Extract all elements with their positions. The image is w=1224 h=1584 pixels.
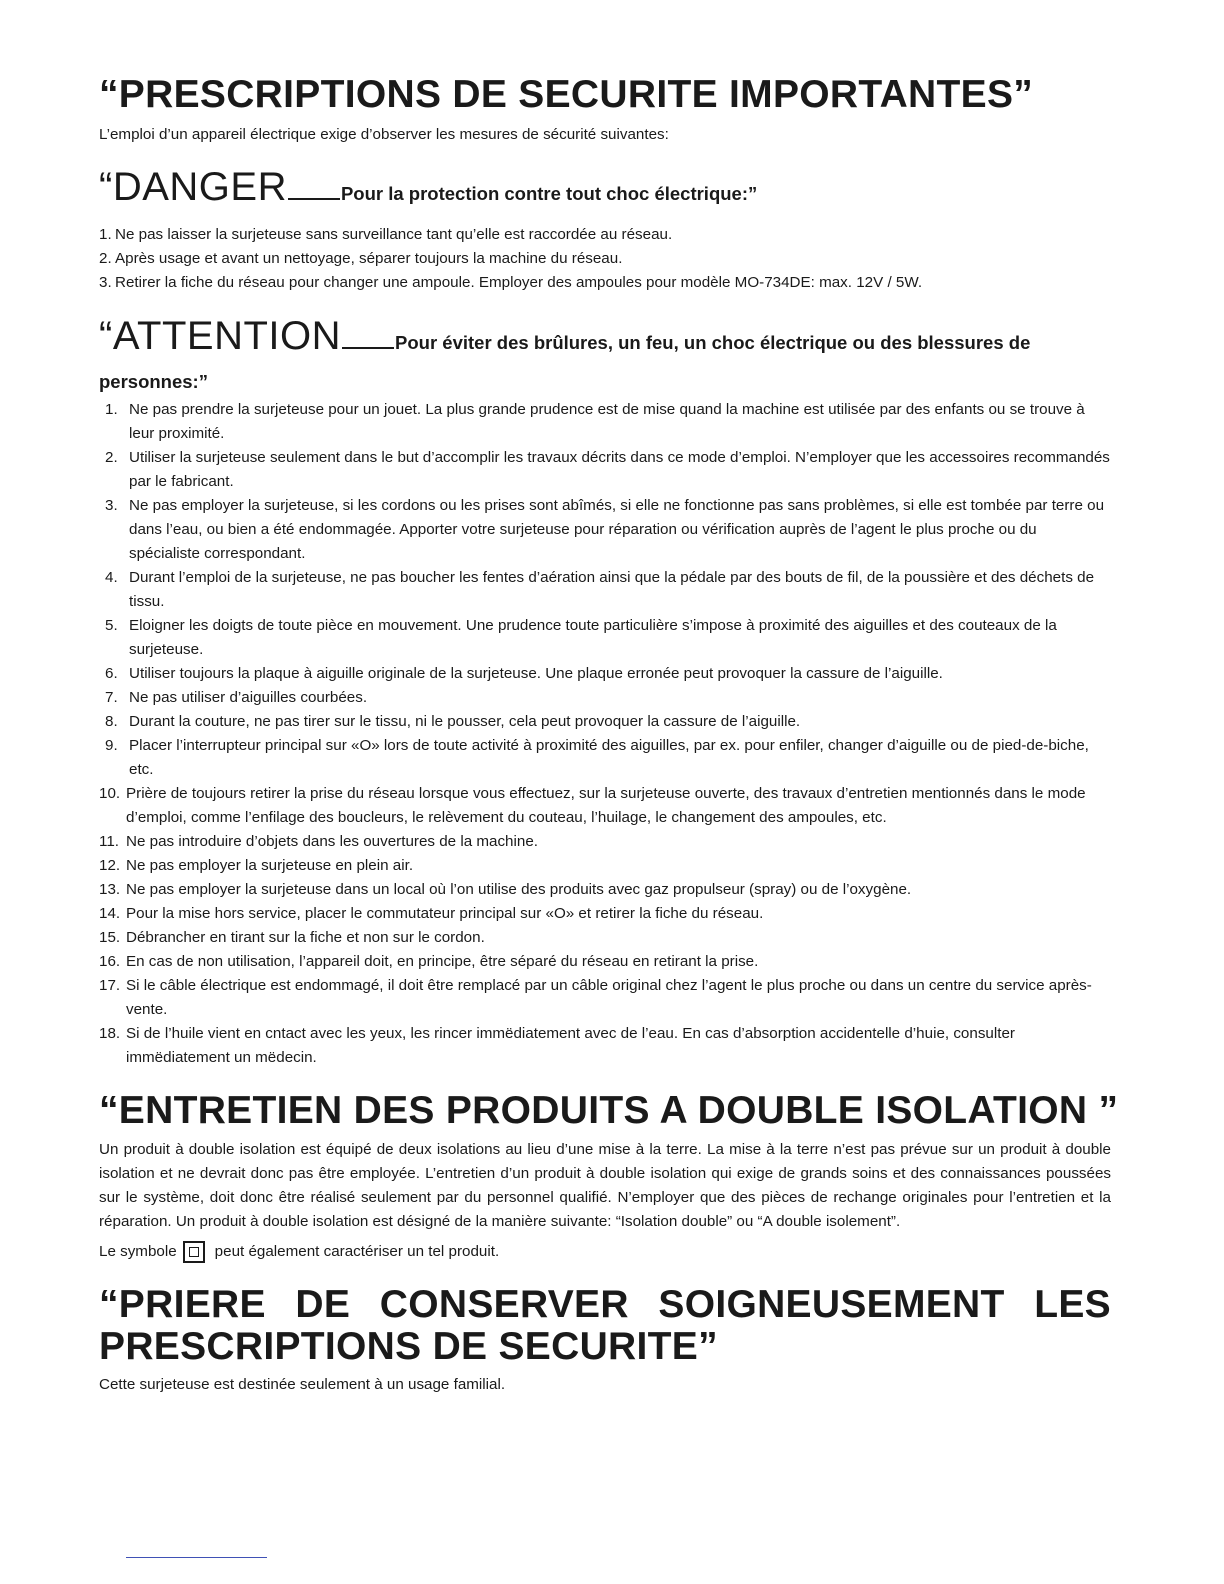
list-item: 10. Prière de toujours retirer la prise du réseau lorsque vous effectuez, sur la surjeteuse ouverte, des travaux d’entretien mentionnés dans le mode d’emploi, comme l’enfilage des boucleurs, le relèvement du couteau, l’huilage, le changement des ampoules, etc.	[99, 785, 1086, 826]
attention-subtitle-cont: personnes:”	[99, 371, 208, 392]
list-item: 18. Si de l’huile vient en cntact avec les yeux, les rincer immëdiatement avec de l’eau. En cas d’absorption accidentelle d’huie, consulter immëdiatement un mëdecin.	[99, 1025, 1015, 1066]
list-item: 17. Si le câble électrique est endommagé, il doit être remplacé par un câble original chez l’agent le plus proche ou dans un centre du service après-vente.	[99, 977, 1092, 1018]
list-item: 3. Ne pas employer la surjeteuse, si les cordons ou les prises sont abîmés, si elle ne fonctionne pas sans problèmes, si elle est tombée par terre ou dans l’eau, ou bien a été endommagée. Apporter votre surjeteuse pour réparation ou vérification auprès de l’agent le plus proche ou du spécialiste correspondant.	[105, 497, 1105, 562]
danger-subtitle: Pour la protection contre tout choc électrique:”	[340, 183, 758, 204]
list-item: 7. Ne pas utiliser d’aiguilles courbées.	[105, 689, 368, 706]
list-item: 2. Après usage et avant un nettoyage, séparer toujours la machine du réseau.	[99, 250, 623, 267]
page-title: “PRESCRIPTIONS DE SECURITE IMPORTANTES”	[99, 73, 1034, 116]
conserve-title	[99, 1284, 1111, 1368]
list-item: 2. Utiliser la surjeteuse seulement dans le but d’accomplir les travaux décrits dans ce mode d’emploi. N’employer que les accessoires recommandés par le fabricant.	[105, 449, 1110, 490]
attention-label: “ATTENTION	[99, 314, 342, 358]
double-square-icon	[183, 1241, 205, 1263]
intro-text: L’emploi d’un appareil électrique exige d’observer les mesures de sécurité suivantes:	[99, 126, 669, 143]
danger-rule	[288, 198, 340, 200]
list-item: 3. Retirer la fiche du réseau pour changer une ampoule. Employer des ampoules pour modèle MO-734DE: max. 12V / 5W.	[99, 274, 923, 291]
symbol-label-after: peut également caractériser un tel produit.	[214, 1243, 500, 1260]
list-item: 13. Ne pas employer la surjeteuse dans un local où l’on utilise des produits avec gaz propulseur (spray) ou de l’oxygène.	[99, 881, 912, 898]
list-item: 15. Débrancher en tirant sur la fiche et non sur le cordon.	[99, 929, 485, 946]
list-item: 16. En cas de non utilisation, l’appareil doit, en principe, être séparé du réseau en retirant la prise.	[99, 953, 759, 970]
list-item: 1. Ne pas laisser la surjeteuse sans surveillance tant qu’elle est raccordée au réseau.	[99, 226, 673, 243]
list-item: 5. Eloigner les doigts de toute pièce en mouvement. Une prudence toute particulière s’impose à proximité des aiguilles et des couteaux de la surjeteuse.	[105, 617, 1057, 658]
danger-label: “DANGER	[99, 165, 287, 209]
conserve-title-line2: PRESCRIPTIONS DE SECURITE”	[99, 1325, 718, 1368]
list-item: 11. Ne pas introduire d’objets dans les ouvertures de la machine.	[99, 833, 538, 850]
symbol-label-before: Le symbole	[99, 1243, 177, 1260]
double-insulation-title: “ENTRETIEN DES PRODUITS A DOUBLE ISOLATION ”	[99, 1089, 1119, 1132]
list-item: 14. Pour la mise hors service, placer le commutateur principal sur «O» et retirer la fiche du réseau.	[99, 905, 764, 922]
list-item: 6. Utiliser toujours la plaque à aiguille originale de la surjeteuse. Une plaque erronée peut provoquer la cassure de l’aiguille.	[105, 665, 943, 682]
attention-rule	[342, 347, 394, 349]
list-item: 9. Placer l’interrupteur principal sur «O» lors de toute activité à proximité des aiguilles, par ex. pour enfiler, changer d’aiguille ou de pied-de-biche, etc.	[105, 737, 1089, 778]
conserve-title-line1: “PRIERE DE CONSERVER SOIGNEUSEMENT LES	[99, 1283, 1111, 1326]
conserve-note: Cette surjeteuse est destinée seulement à un usage familial.	[99, 1376, 506, 1393]
danger-list	[99, 223, 1111, 295]
list-item: 8. Durant la couture, ne pas tirer sur le tissu, ni le pousser, cela peut provoquer la cassure de l’aiguille.	[105, 713, 801, 730]
list-item: 1. Ne pas prendre la surjeteuse pour un jouet. La plus grande prudence est de mise quand la machine est utilisée par des enfants ou se trouve à leur proximité.	[105, 401, 1085, 442]
danger-heading	[99, 164, 1111, 219]
attention-heading	[99, 313, 1111, 368]
symbol-line	[99, 1240, 1111, 1264]
footer-rule	[126, 1557, 267, 1558]
attention-subtitle: Pour éviter des brûlures, un feu, un choc électrique ou des blessures de	[395, 332, 1031, 353]
list-item: 12. Ne pas employer la surjeteuse en plein air.	[99, 857, 414, 874]
attention-list	[99, 398, 1111, 1070]
double-insulation-paragraph: Un produit à double isolation est équipé de deux isolations au lieu d’une mise à la terre. La mise à la terre n’est pas prévue sur un produit à double isolation et ne devrait donc pas être employée. L’entretien d’un produit à double isolation qui exige de grands soins et des connaissances poussées sur le système, doit donc être réalisé seulement par du personnel qualifié. N’employer que des pièces de rechange originales pour l’entretien et la réparation. Un produit à double isolation est désigné de la manière suivante: “Isolation double” ou “A double isolement”.	[99, 1141, 1111, 1230]
list-item: 4. Durant l’emploi de la surjeteuse, ne pas boucher les fentes d’aération ainsi que la pédale par des bouts de fil, de la poussière et des déchets de tissu.	[105, 569, 1095, 610]
document-page	[99, 72, 1119, 1396]
